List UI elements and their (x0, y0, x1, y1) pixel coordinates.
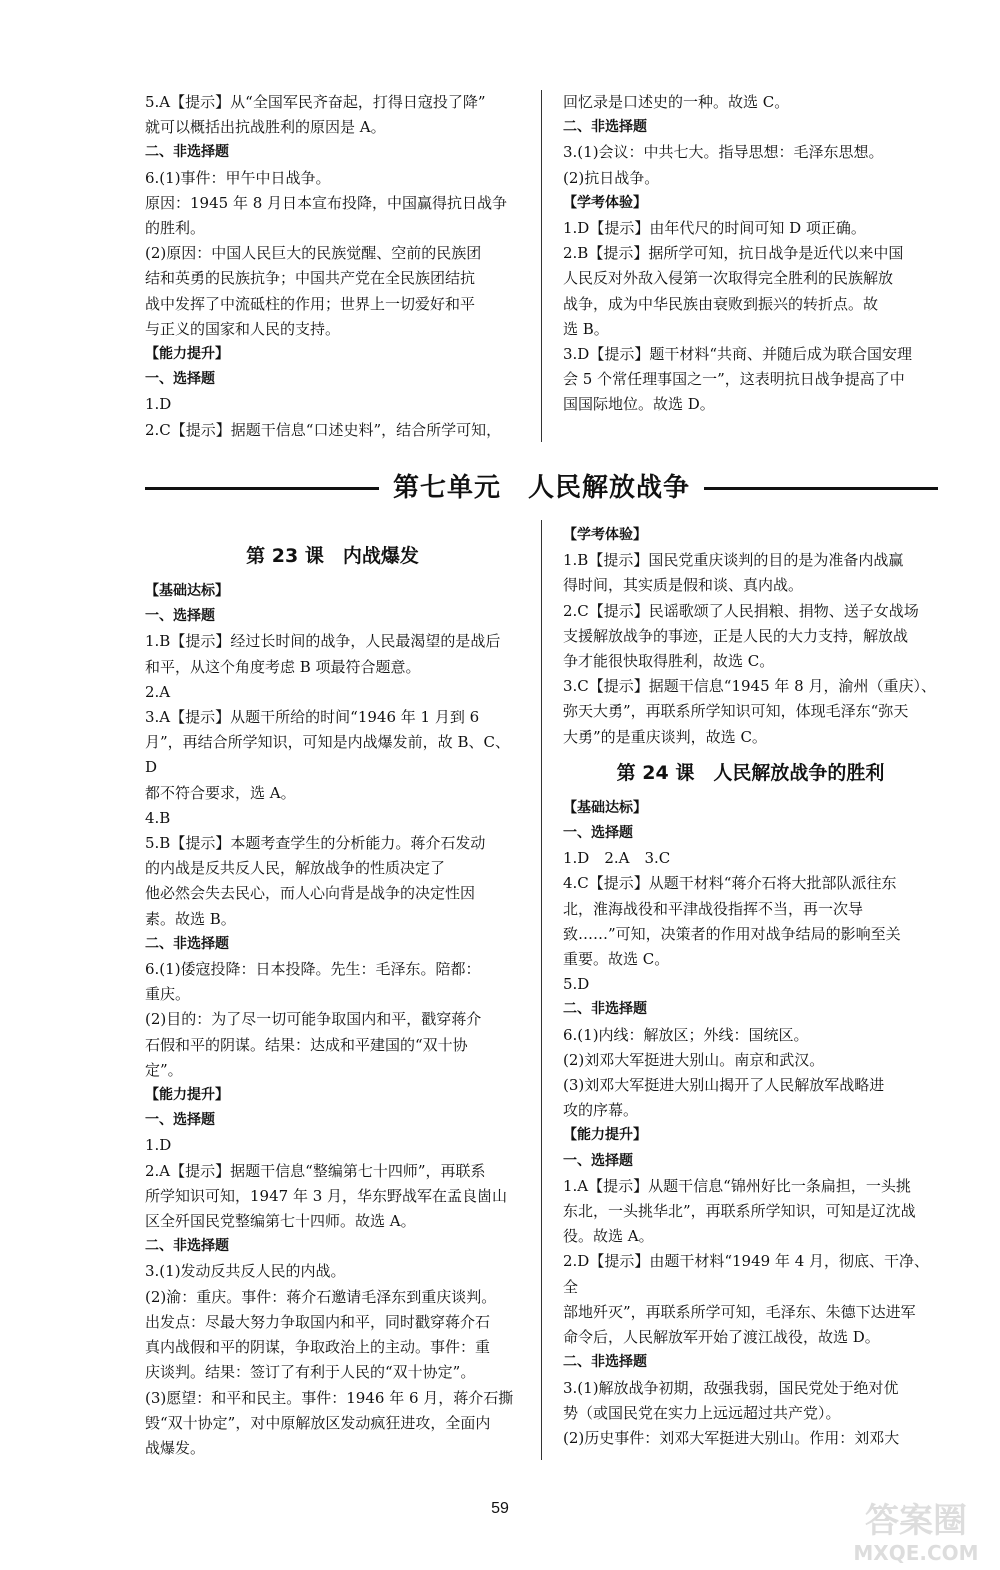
text-line: 的胜利。 (145, 219, 206, 238)
text-line: 2.D【提示】由题干材料“1949 年 4 月，彻底、干净、全 (563, 1252, 930, 1296)
text-line: 结和英勇的民族抗争；中国共产党在全民族团结抗 (145, 269, 476, 288)
section-heading: 二、非选择题 (563, 119, 647, 136)
text-line: 原因：1945 年 8 月日本宣布投降，中国赢得抗日战争 (145, 193, 508, 212)
text-line: (2)刘邓大军挺进大别山。南京和武汉。 (563, 1050, 825, 1069)
text-line: 势（或国民党在实力上远远超过共产党）。 (563, 1403, 841, 1422)
text-line: 3.(1)会议：中共七大。指导思想：毛泽东思想。 (563, 143, 884, 162)
text-line: 大勇”的是重庆谈判，故选 C。 (563, 727, 767, 746)
text-line: (2)抗日战争。 (563, 168, 660, 187)
text-line: 战争，成为中华民族由衰败到振兴的转折点。故 (563, 294, 879, 313)
text-line: 部地歼灭”，再联系所学可知，毛泽东、朱德下达进军 (563, 1302, 916, 1321)
text-line: 石假和平的阴谋。结果：达成和平建国的“双十协 (145, 1035, 468, 1054)
text-line: 支援解放战争的事迹，正是人民的大力支持，解放战 (563, 626, 909, 645)
section-heading: 一、选择题 (563, 1152, 633, 1169)
text-line: 2.C【提示】民谣歌颂了人民捐粮、捐物、送子女战场 (563, 601, 919, 620)
text-line: (2)目的：为了尽一切可能争取国内和平，戳穿蒋介 (145, 1010, 482, 1029)
text-line: 真内战假和平的阴谋，争取政治上的主动。事件：重 (145, 1338, 491, 1357)
text-line: 弥天大勇”，再联系所学知识可知，体现毛泽东“弥天 (563, 702, 909, 721)
section-heading: 二、非选择题 (145, 1238, 229, 1255)
text-line: 选 B。 (563, 319, 609, 338)
text-line: 4.B (145, 808, 171, 827)
text-line: 1.D (145, 1136, 172, 1155)
section-heading: 【能力提升】 (563, 1127, 647, 1144)
section-heading: 【基础达标】 (563, 799, 647, 816)
text-line: 3.(1)解放战争初期，敌强我弱，国民党处于绝对优 (563, 1378, 899, 1397)
text-line: 庆谈判。结果：签订了有利于人民的“双十协定”。 (145, 1363, 476, 1382)
text-line: 争才能很快取得胜利，故选 C。 (563, 652, 775, 671)
text-line: 命令后，人民解放军开始了渡江战役，故选 D。 (563, 1328, 880, 1347)
text-line: 3.C【提示】据题干信息“1945 年 8 月，渝州（重庆）、 (563, 677, 936, 696)
text-line: 1.A【提示】从题干信息“锦州好比一条扁担，一头挑 (563, 1176, 911, 1195)
section-heading: 【基础达标】 (145, 583, 229, 599)
text-line: 东北，一头挑华北”，再联系所学知识，可知是辽沈战 (563, 1202, 916, 1221)
watermark-logo (836, 1494, 996, 1566)
text-line: 出发点：尽最大努力争取国内和平，同时戳穿蒋介石 (145, 1312, 491, 1331)
unit-title: 第七单元 人民解放战争 (379, 473, 704, 503)
watermark-text: 答案圈 (865, 1501, 967, 1541)
top-right-column (563, 90, 938, 418)
text-line: 5.D (563, 975, 590, 994)
section-heading: 一、选择题 (145, 608, 215, 625)
text-line: 会 5 个常任理事国之一”，这表明抗日战争提高了中 (563, 370, 905, 389)
section-heading: 二、非选择题 (563, 1001, 647, 1018)
text-line: 与正义的国家和人民的支持。 (145, 319, 341, 338)
text-line: 2.A (145, 682, 171, 701)
text-line: 得时间，其实质是假和谈、真内战。 (563, 576, 804, 595)
text-line: 战爆发。 (145, 1438, 206, 1457)
text-line: 1.D 2.A 3.C (563, 849, 671, 868)
text-line: 6.(1)倭寇投降：日本投降。先生：毛泽东。陪都： (145, 960, 481, 979)
column-divider-top (541, 90, 542, 442)
bottom-right-column (563, 523, 938, 1451)
text-line: 1.B【提示】国民党重庆谈判的目的是为准备内战赢 (563, 551, 904, 570)
text-line: 役。故选 A。 (563, 1227, 654, 1246)
text-line: 回忆录是口述史的一种。故选 C。 (563, 93, 790, 111)
text-line: 2.B【提示】据所学可知，抗日战争是近代以来中国 (563, 244, 904, 263)
section-heading: 【学考体验】 (563, 194, 647, 211)
text-line: 1.B【提示】经过长时间的战争，人民最渴望的是战后 (145, 632, 501, 651)
lesson-title: 第 23 课 内战爆发 (246, 545, 419, 567)
text-line: 都不符合要求，选 A。 (145, 783, 296, 802)
section-heading: 二、非选择题 (563, 1354, 647, 1371)
section-heading: 【能力提升】 (145, 1087, 229, 1104)
text-line: 1.D【提示】由年代尺的时间可知 D 项正确。 (563, 219, 866, 238)
text-line: (3)愿望：和平和民主。事件：1946 年 6 月，蒋介石撕 (145, 1388, 514, 1407)
text-line: 北，淮海战役和平津战役指挥不当，再一次导 (563, 899, 864, 918)
text-line: 所学知识可知，1947 年 3 月，华东野战军在孟良崮山 (145, 1186, 508, 1205)
page-number: 59 (491, 1500, 509, 1517)
text-line: 6.(1)事件：甲午中日战争。 (145, 168, 331, 187)
text-line: 毁“双十协定”，对中原解放区发动疯狂进攻，全面内 (145, 1413, 491, 1432)
text-line: 国国际地位。故选 D。 (563, 395, 715, 414)
text-line: 重庆。 (145, 985, 191, 1004)
text-line: 素。故选 B。 (145, 909, 236, 928)
section-heading: 【能力提升】 (145, 346, 229, 363)
section-heading: 二、非选择题 (145, 144, 229, 161)
section-heading: 【学考体验】 (563, 527, 647, 543)
text-line: 5.B【提示】本题考查学生的分析能力。蒋介石发动 (145, 834, 486, 853)
text-line: (2)历史事件：刘邓大军挺进大别山。作用：刘邓大 (563, 1428, 900, 1447)
text-line: 定”。 (145, 1060, 183, 1079)
text-line: 4.C【提示】从题干材料“蒋介石将大批部队派往东 (563, 874, 897, 893)
text-line: 2.C【提示】据题干信息“口述史料”，结合所学可知， (145, 420, 502, 439)
column-divider-bottom (541, 520, 542, 1460)
text-line: 3.A【提示】从题干所给的时间“1946 年 1 月到 6 (145, 708, 480, 727)
section-heading: 二、非选择题 (145, 935, 229, 952)
text-line: 月”，再结合所学知识，可知是内战爆发前，故 B、C、D (145, 733, 510, 777)
unit-banner (145, 468, 938, 508)
text-line: 人民反对外敌入侵第一次取得完全胜利的民族解放 (563, 269, 894, 288)
text-line: (3)刘邓大军挺进大别山揭开了人民解放军战略进 (563, 1076, 885, 1095)
text-line: (2)渝：重庆。事件：蒋介石邀请毛泽东到重庆谈判。 (145, 1287, 497, 1306)
text-line: 重要。故选 C。 (563, 950, 670, 969)
text-line: 的内战是反共反人民，解放战争的性质决定了 (145, 859, 446, 878)
text-line: 5.A【提示】从“全国军民齐奋起，打得日寇投了降” (145, 93, 486, 111)
text-line: 3.(1)发动反共反人民的内战。 (145, 1262, 346, 1281)
text-line: (2)原因：中国人民巨大的民族觉醒、空前的民族团 (145, 244, 482, 263)
text-line: 1.D (145, 395, 172, 414)
section-heading: 一、选择题 (145, 371, 215, 388)
top-left-column (145, 90, 520, 443)
watermark-url: MXQE.COM (853, 1541, 979, 1565)
text-line: 就可以概括出抗战胜利的原因是 A。 (145, 118, 386, 137)
text-line: 攻的序幕。 (563, 1101, 639, 1120)
text-line: 和平，从这个角度考虑 B 项最符合题意。 (145, 657, 421, 676)
section-heading: 一、选择题 (563, 825, 633, 842)
text-line: 致……”可知，决策者的作用对战争结局的影响至关 (563, 924, 901, 943)
section-heading: 一、选择题 (145, 1112, 215, 1129)
text-line: 战中发挥了中流砥柱的作用；世界上一切爱好和平 (145, 294, 476, 313)
text-line: 2.A【提示】据题干信息“整编第七十四师”，再联系 (145, 1161, 486, 1180)
text-line: 3.D【提示】题干材料“共商、并随后成为联合国安理 (563, 345, 913, 364)
text-line: 6.(1)内线：解放区；外线：国统区。 (563, 1025, 809, 1044)
text-line: 他必然会失去民心，而人心向背是战争的决定性因 (145, 884, 476, 903)
lesson-title: 第 24 课 人民解放战争的胜利 (616, 761, 885, 784)
text-line: 区全歼国民党整编第七十四师。故选 A。 (145, 1212, 416, 1231)
bottom-left-column (145, 533, 520, 1461)
